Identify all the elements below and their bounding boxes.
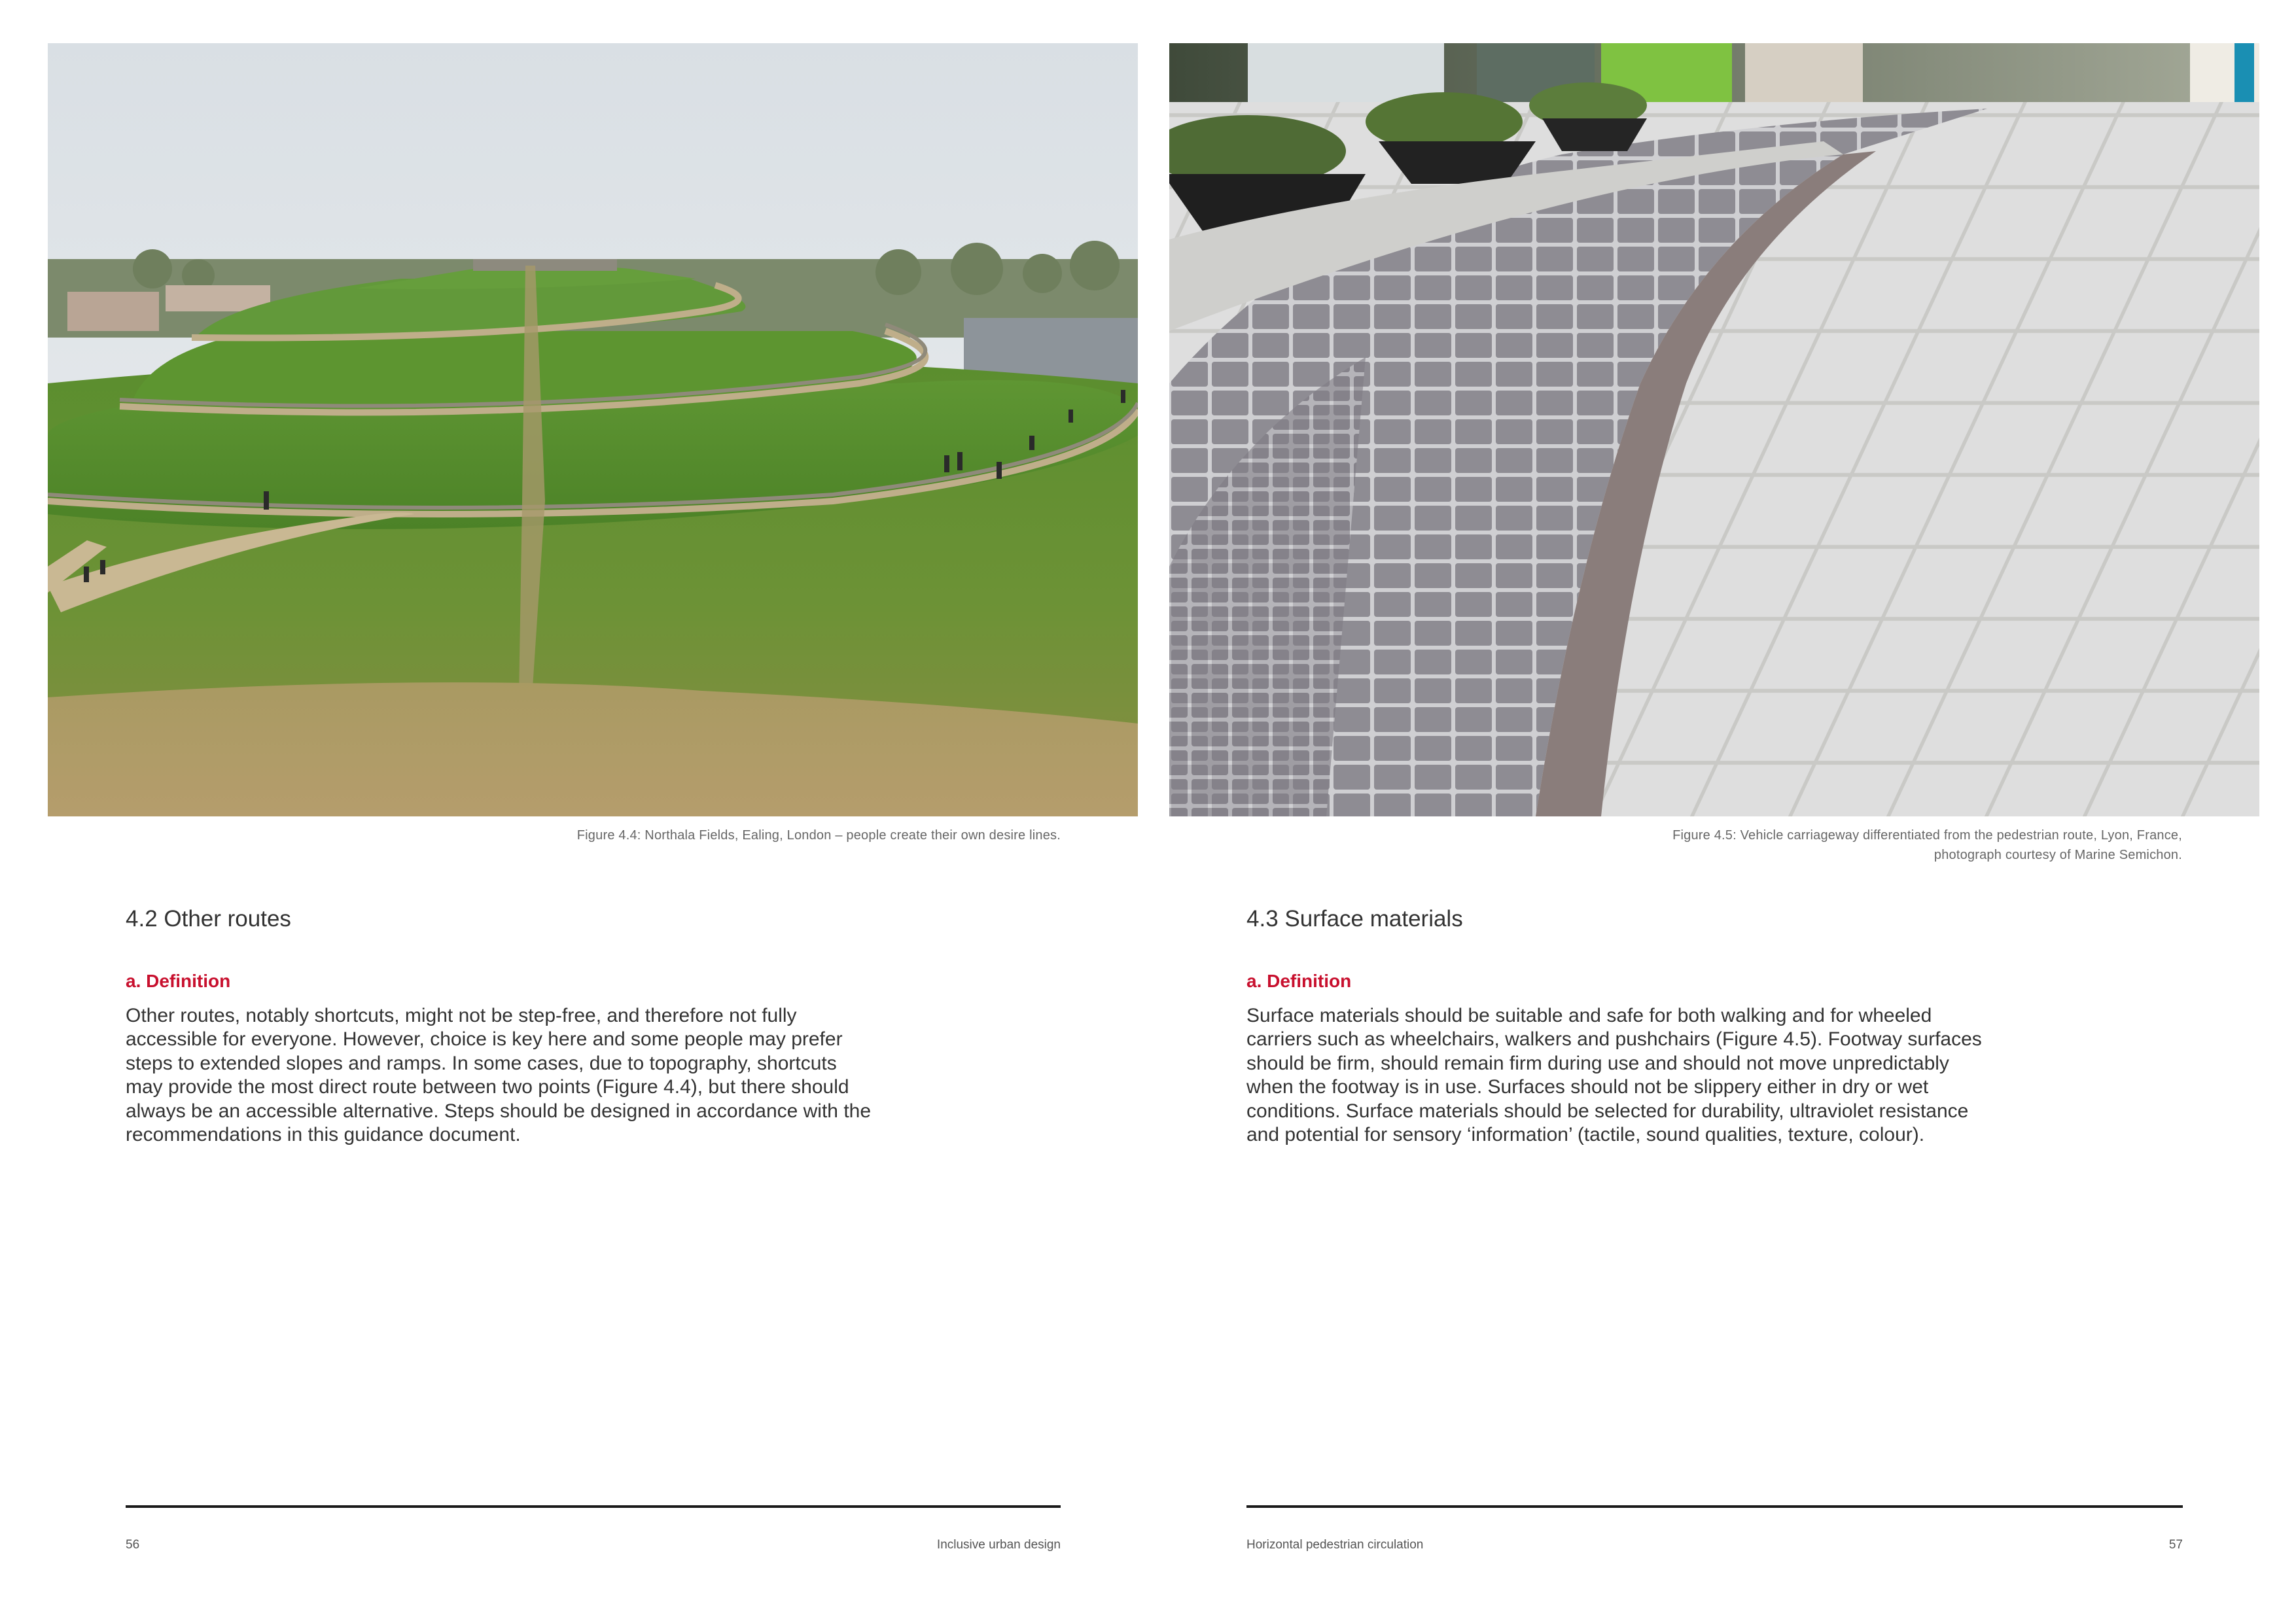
body-line: accessible for everyone. However, choice is key here and some people may prefer [126,1028,843,1051]
running-title-right: Horizontal pedestrian circulation [1246,1538,1424,1552]
section-title-4-2: 4.2 Other routes [126,906,291,932]
figure-4-4-photo [48,43,1138,816]
definition-subheading-right: a. Definition [1246,971,1352,991]
figure-4-5-photo [1169,43,2259,816]
definition-subheading-left: a. Definition [126,971,231,991]
body-line: when the footway is in use. Surfaces should not be slippery either in dry or wet [1246,1076,1929,1098]
caption-line: photograph courtesy of Marine Semichon. [1934,848,2182,862]
body-line: Surface materials should be suitable and safe for both walking and for wheeled [1246,1005,1932,1026]
page-number-right: 57 [2168,1538,2183,1552]
body-line: carriers such as wheelchairs, walkers and pushchairs (Figure 4.5). Footway surfaces [1246,1028,1982,1051]
section-title-4-3: 4.3 Surface materials [1246,906,1463,932]
body-line: conditions. Surface materials should be selected for durability, ultraviolet resistance [1246,1100,1969,1122]
figure-4-4-caption: Figure 4.4: Northala Fields, Ealing, London – people create their own desire lines. [576,828,1061,843]
page-number-left: 56 [126,1538,140,1552]
figure-4-5-caption [1169,826,2182,865]
body-line: steps to extended slopes and ramps. In some cases, due to topography, shortcuts [126,1052,837,1074]
body-paragraph-right [1246,1004,2228,1147]
running-title-left: Inclusive urban design [936,1538,1061,1552]
body-line: may provide the most direct route between two points (Figure 4.4), but there should [126,1076,849,1098]
body-line: always be an accessible alternative. Steps should be designed in accordance with the [126,1100,872,1122]
body-line: and potential for sensory ‘information’ (tactile, sound qualities, texture, colour). [1246,1124,1925,1146]
footer-rule-left [126,1505,1061,1508]
body-line: should be firm, should remain firm during use and should not move unpredictably [1246,1052,1949,1074]
body-line: recommendations in this guidance document. [126,1124,521,1146]
body-paragraph-left [126,1004,1107,1147]
body-line: Other routes, notably shortcuts, might not be step-free, and therefore not fully [126,1005,797,1026]
caption-line: Figure 4.5: Vehicle carriageway differentiated from the pedestrian route, Lyon, France, [1672,828,2182,843]
footer-rule-right [1246,1505,2183,1508]
